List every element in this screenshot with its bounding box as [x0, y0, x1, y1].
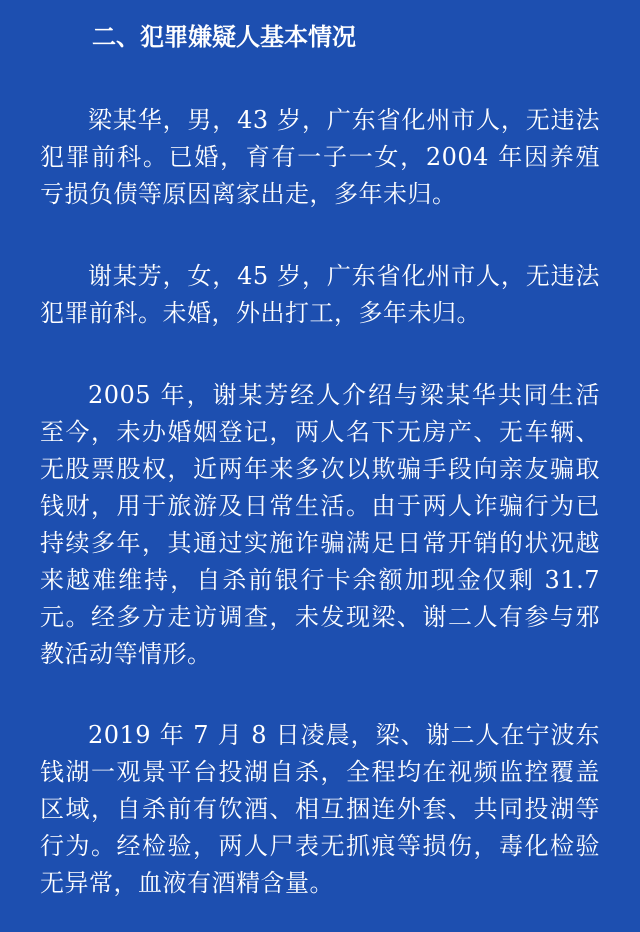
paragraph-xie-profile: 谢某芳，女，45 岁，广东省化州市人，无违法犯罪前科。未婚，外出打工，多年未归。 — [40, 262, 600, 327]
paragraph-cohabitation-fraud: 2005 年，谢某芳经人介绍与梁某华共同生活至今，未办婚姻登记，两人名下无房产、无车辆、无股票股权，近两年来多次以欺骗手段向亲友骗取钱财，用于旅游及日常生活。由于两人诈骗行为已持续多年，其通过实施诈骗满足日常开销的状况越来越难维持，自杀前银行卡余额加现金仅剩 31.7 元。经多方走访调查，未发现梁、谢二人有参与邪教活动等情形。 — [40, 381, 600, 668]
paragraph-liang-profile: 梁某华，男，43 岁，广东省化州市人，无违法犯罪前科。已婚，育有一子一女，2004 年因养殖亏损负债等原因离家出走，多年未归。 — [40, 106, 600, 208]
paragraph-incident: 2019 年 7 月 8 日凌晨，梁、谢二人在宁波东钱湖一观景平台投湖自杀，全程均在视频监控覆盖区域，自杀前有饮酒、相互捆连外套、共同投湖等行为。经检验，两人尸表无抓痕等损伤，毒化检验无异常，血液有酒精含量。 — [40, 721, 600, 897]
section-heading: 二、犯罪嫌疑人基本情况 — [92, 22, 356, 51]
